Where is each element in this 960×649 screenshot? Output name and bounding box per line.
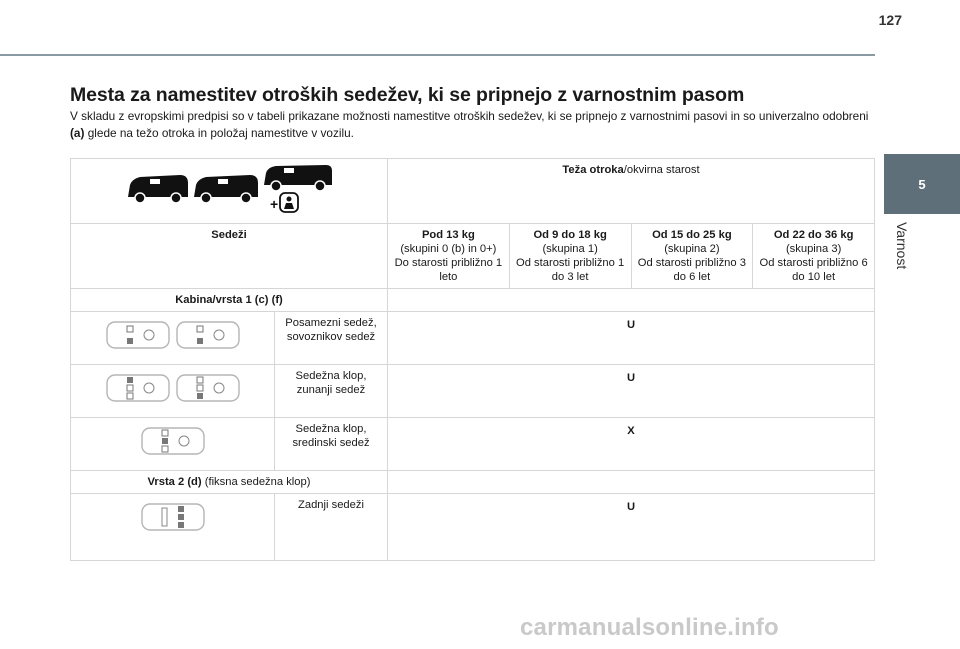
intro-paragraph — [70, 108, 880, 142]
group-age: Do starosti približno 1 leto — [394, 257, 503, 283]
seat-value: U — [626, 501, 636, 513]
weight-heading-bold: Teža otroka — [562, 164, 624, 176]
chapter-label-text: Varnost — [894, 222, 910, 270]
group-weight: Od 22 do 36 kg — [773, 229, 854, 241]
group-age: Od starosti približno 1 do 3 let — [516, 257, 625, 283]
group-age: Od starosti približno 6 do 10 let — [759, 257, 868, 283]
intro-ref: (a) — [70, 126, 85, 140]
child-seat-table — [70, 158, 875, 561]
page-title: Mesta za namestitev otroških sedežev, ki se pripnejo z varnostnim pasom — [70, 84, 745, 106]
intro-text: V skladu z evropskimi predpisi so v tabeli prikazane možnosti namestitve otroških sedežev, ki se pripnejo z varnostnimi pasovi in so univerzalno odobreni — [70, 109, 869, 123]
section-row2-rest: (fiksna sedežna klop) — [201, 476, 311, 488]
watermark: carmanualsonline.info — [520, 614, 779, 641]
group-class: (skupina 1) — [542, 243, 598, 255]
seat-value-cell — [388, 494, 875, 561]
header-rule — [0, 54, 875, 56]
intro-text-end: glede na težo otroka in položaj namestitve v vozilu. — [84, 126, 354, 140]
seat-label: Posamezni sedež, sovoznikov sedež — [275, 312, 388, 365]
section-empty — [388, 289, 875, 312]
seat-diagram-cell — [71, 312, 275, 365]
van-silhouette-icon — [124, 163, 334, 213]
page-number: 127 — [878, 12, 902, 28]
group-weight: Od 9 do 18 kg — [533, 229, 607, 241]
seat-value: X — [627, 425, 635, 437]
section-empty — [388, 471, 875, 494]
chapter-tab[interactable] — [884, 154, 960, 214]
group-class: (skupina 3) — [785, 243, 842, 255]
seat-layout-diagram-icon — [140, 500, 206, 534]
seat-layout-diagram-icon — [140, 424, 206, 458]
weight-heading-rest: /okvirna starost — [623, 164, 700, 176]
seat-diagram-cell — [71, 418, 275, 471]
chapter-label — [888, 222, 918, 302]
seat-layout-diagram-icon — [105, 318, 171, 352]
seat-layout-diagram-icon — [175, 318, 241, 352]
group-3 — [753, 224, 875, 289]
seat-layout-diagram-icon — [105, 371, 171, 405]
seat-layout-diagram-icon — [175, 371, 241, 405]
seat-diagram-cell — [71, 494, 275, 561]
seat-value: U — [626, 319, 636, 331]
seat-diagram-cell — [71, 365, 275, 418]
group-weight: Od 15 do 25 kg — [652, 229, 732, 241]
seat-value: U — [626, 372, 636, 384]
seat-value-cell — [388, 365, 875, 418]
group-1 — [509, 224, 631, 289]
seat-label: Zadnji sedeži — [275, 494, 388, 561]
vans-icon-cell — [71, 159, 388, 224]
seat-label: Sedežna klop, zunanji sedež — [275, 365, 388, 418]
seat-value-cell — [388, 312, 875, 365]
seats-header: Sedeži — [71, 224, 388, 289]
group-age: Od starosti približno 3 do 6 let — [637, 257, 746, 283]
svg-text:+: + — [270, 196, 279, 212]
group-class: (skupina 2) — [664, 243, 720, 255]
group-2 — [631, 224, 753, 289]
weight-heading — [388, 159, 875, 224]
seat-value-cell — [388, 418, 875, 471]
section-row2 — [71, 471, 388, 494]
group-class: (skupini 0 (b) in 0+) — [400, 243, 497, 255]
section-row2-bold: Vrsta 2 (d) — [147, 476, 202, 488]
section-cabin-row1: Kabina/vrsta 1 (c) (f) — [71, 289, 388, 312]
seat-label: Sedežna klop, sredinski sedež — [275, 418, 388, 471]
group-weight: Pod 13 kg — [421, 229, 475, 241]
group-0 — [388, 224, 510, 289]
child-seat-icon — [280, 193, 298, 212]
chapter-number: 5 — [918, 176, 926, 192]
